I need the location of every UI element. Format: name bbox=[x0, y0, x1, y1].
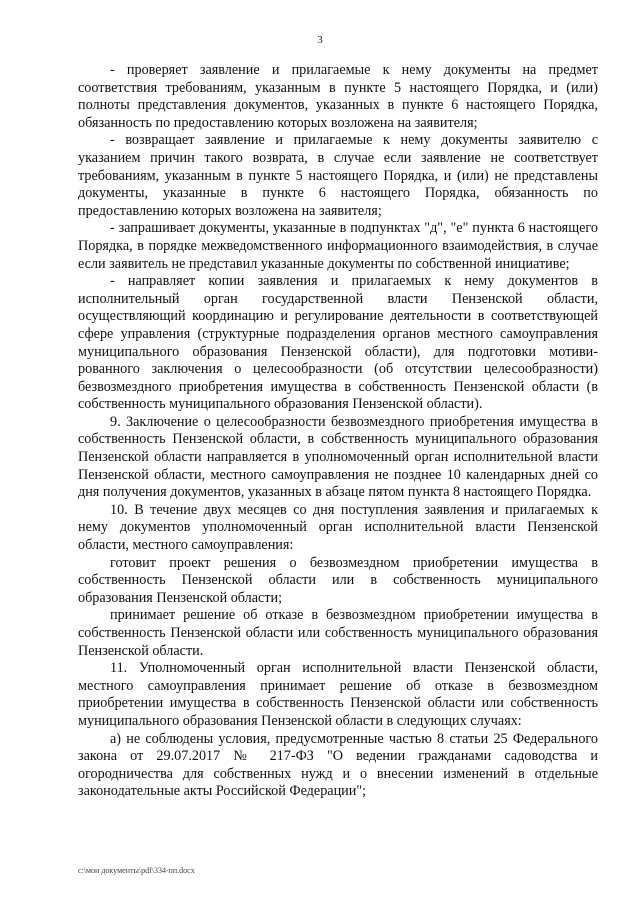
paragraph-check-application: - проверяет заявление и прилагаемые к нему документы на предмет соответствия требованиям, указанным в пункте 5 настоящего Порядка, и (или) полноты представления документов, указанных в пункте 6 настоящего Порядка, обязанность по предоставлению которых возложена на заявителя; bbox=[78, 62, 598, 131]
paragraph-return-application: - возвращает заявление и прилагаемые к нему документы заявителю с указанием причин такого возврата, в случае если заявление не соответствует требованиям, указанным в пункте 5 настоящего Порядка, и (или) не представлены документы, указанные в пункте 6 настоящего Порядка, обязанность по предоставлению которых возложена на заявителя; bbox=[78, 132, 598, 219]
paragraph-send-copies: - направляет копии заявления и прилагаемых к нему документов в исполнительный орган государственной власти Пензенской области, осуществляющий координацию и регулирование деятельности в соответствующей сфере управления (структурные подразделения органов местного самоуправления муниципального образования Пензенской области), для подготовки мотиви-рованного заключения о целесообразности (об отсутствии целесообразности) безвозмездного приобретения имущества в собственность Пензенской области (в собственность муниципального образования Пензенской области). bbox=[78, 273, 598, 413]
paragraph-item-9: 9. Заключение о целесообразности безвозмездного приобретения имущества в собственность Пензенской области, в собственность муниципального образования Пензенской области направляется в уполномоченный орган исполнительной власти Пензенской области, местного самоуправления не позднее 10 календарных дней со дня получения документов, указанных в абзаце пятом пункта 8 настоящего Порядка. bbox=[78, 413, 598, 501]
paragraph-item-11-a: а) не соблюдены условия, предусмотренные частью 8 статьи 25 Федерального закона от 29.07.2017 № 217-ФЗ "О ведении гражданами садоводства и огородничества для собственных нужд и о внесении изменений в отдельные законодательные акты Российской Федерации"; bbox=[78, 730, 598, 800]
footer-file-path: c:\мои документы\pdf\334-пп.docx bbox=[78, 866, 195, 875]
paragraph-item-11: 11. Уполномоченный орган исполнительной власти Пензенской области, местного самоуправления принимает решение об отказе в безвозмездном приобретении имущества в собственность Пензенской области или собственность муниципального образования Пензенской области в следующих случаях: bbox=[78, 660, 598, 729]
paragraph-refusal-decision: принимает решение об отказе в безвозмездном приобретении имущества в собственность Пензенской области или собственность муниципального образования Пензенской области. bbox=[78, 607, 598, 659]
paragraph-prepare-decision: готовит проект решения о безвозмездном приобретении имущества в собственность Пензенской области или в собственность муниципального образования Пензенской области; bbox=[78, 554, 598, 606]
page-number: 3 bbox=[317, 34, 323, 46]
paragraph-item-10: 10. В течение двух месяцев со дня поступления заявления и прилагаемых к нему документов уполномоченный орган исполнительной власти Пензенской области, местного самоуправления: bbox=[78, 501, 598, 554]
paragraph-request-documents: - запрашивает документы, указанные в подпунктах "д", "е" пункта 6 настоящего Порядка, в порядке межведомственного информационного взаимодействия, в случае если заявитель не представил указанные документы по собственной инициативе; bbox=[78, 220, 598, 272]
document-body bbox=[78, 62, 598, 801]
